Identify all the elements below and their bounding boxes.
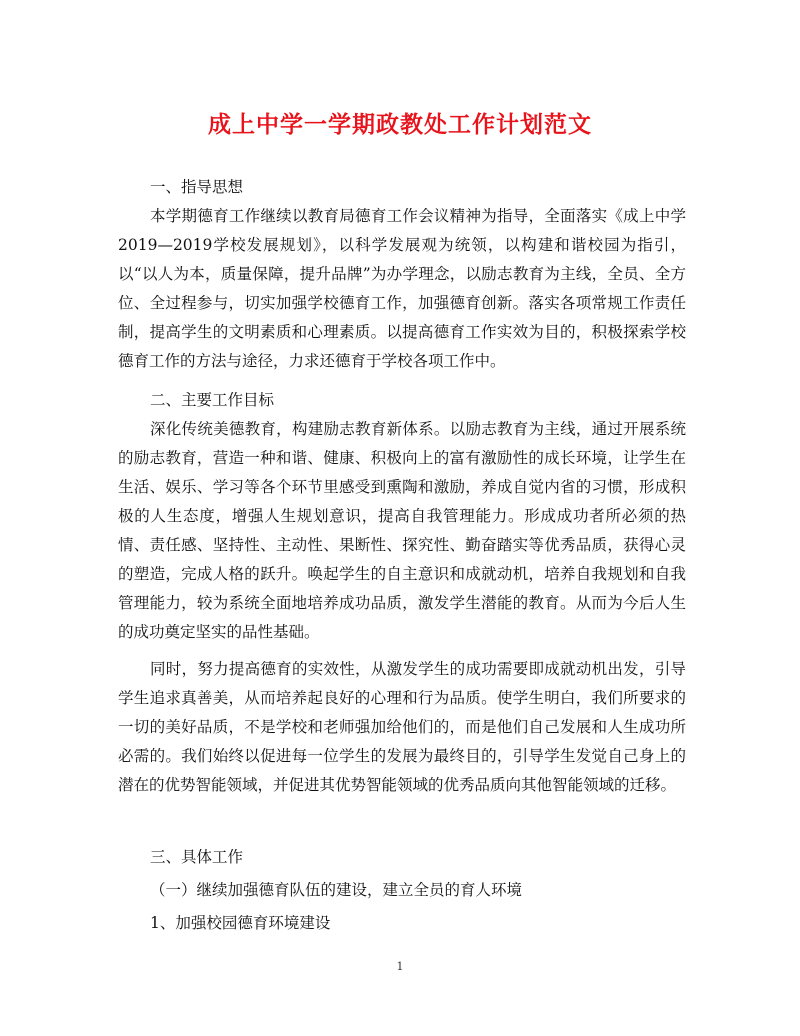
document-title: 成上中学一学期政教处工作计划范文 [208, 111, 592, 138]
paragraph-main-goals-2: 同时，努力提高德育的实效性，从激发学生的成功需要即成就动机出发，引导学生追求真善美，从而培养起良好的心理和行为品质。使学生明白，我们所要求的一切的美好品质，不是学校和老师强加给他们的，而是他们自己发展和人生成功所必需的。我们始终以促进每一位学生的发展为最终目的，引导学生发觉自己身上的潜在的优势智能领域，并促进其优势智能领域的优秀品质向其他智能领域的迁移。 [118, 660, 686, 794]
section-heading-specific-work: 三、具体工作 [150, 848, 244, 866]
page-number: 1 [396, 960, 404, 973]
paragraph-main-goals-1: 深化传统美德教育，构建励志教育新体系。以励志教育为主线，通过开展系统的励志教育，营造一种和谐、健康、积极向上的富有激励性的成长环境，让学生在生活、娱乐、学习等各个环节里感受到熏陶和激励，养成自觉内省的习惯，形成积极的人生态度，增强人生规划意识，提高自我管理能力。形成成功者所必须的热情、责任感、坚持性、主动性、果断性、探究性、勤奋踏实等优秀品质，获得心灵的塑造，完成人格的跃升。唤起学生的自主意识和成就动机，培养自我规划和自我管理能力，较为系统全面地培养成功品质，激发学生潜能的教育。从而为今后人生的成功奠定坚实的品性基础。 [118, 420, 686, 641]
paragraph-guiding-ideology: 本学期德育工作继续以教育局德育工作会议精神为指导，全面落实《成上中学2019—2019学校发展规划》，以科学发展观为统领，以构建和谐校园为指引，以“以人为本，质量保障，提升品牌”为办学理念，以励志教育为主线，全员、全方位、全过程参与，切实加强学校德育工作，加强德育创新。落实各项常规工作责任制，提高学生的文明素质和心理素质。以提高德育工作实效为目的，积极探索学校德育工作的方法与途径，力求还德育于学校各项工作中。 [118, 207, 686, 370]
section-heading-guiding-ideology: 一、指导思想 [150, 178, 244, 196]
subheading-team-building: （一）继续加强德育队伍的建设，建立全员的育人环境 [150, 881, 523, 899]
list-item-campus-environment: 1、加强校园德育环境建设 [150, 914, 331, 932]
section-heading-main-goals: 二、主要工作目标 [150, 391, 275, 409]
